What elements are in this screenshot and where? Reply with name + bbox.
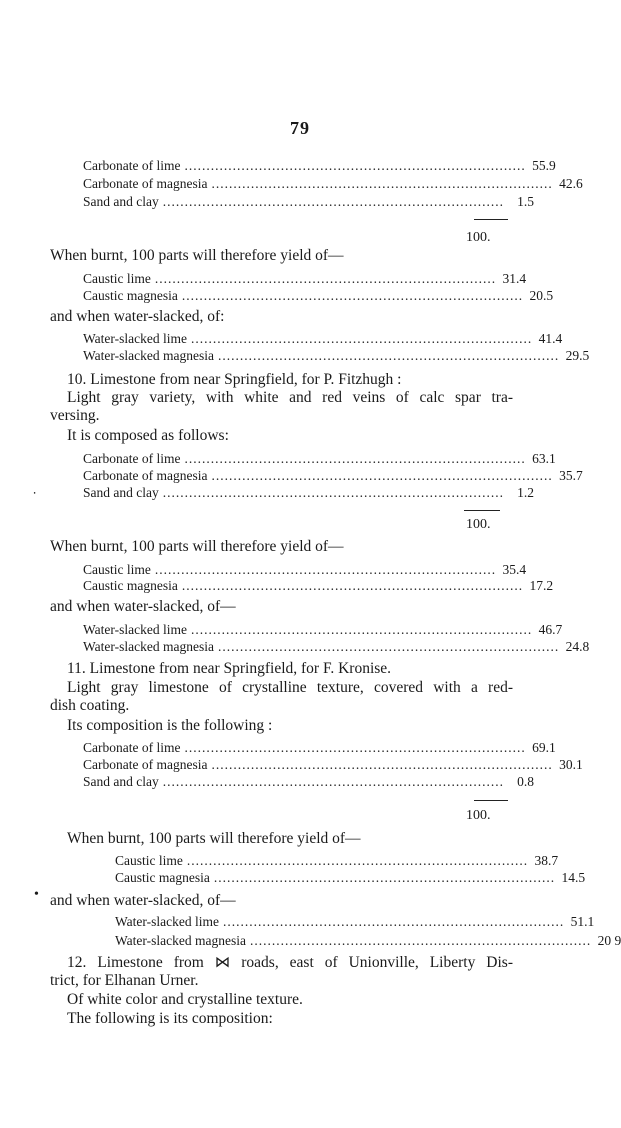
total-value: 100. (466, 808, 491, 823)
analysis-row: Water-slacked lime .............................................................................. 51.1 (115, 914, 595, 929)
analysis-row: Caustic lime .............................................................................. 31.4 (83, 271, 527, 286)
analysis-row: Water-slacked lime .............................................................................. 41.4 (83, 331, 563, 346)
analysis-row: Water-slacked lime .............................................................................. 46.7 (83, 622, 563, 637)
analysis-row: Caustic lime .............................................................................. 35.4 (83, 562, 527, 577)
stray-ink-mark: ⸳ (33, 484, 37, 498)
paragraph-line: When burnt, 100 parts will therefore yield of— (50, 538, 344, 555)
section-heading: 10. Limestone from near Springfield, for P. Fitzhugh : (67, 371, 402, 388)
analysis-row: Carbonate of lime .............................................................................. 55.9 (83, 158, 556, 173)
paragraph-line: versing. (50, 407, 100, 424)
page-number: 79 (290, 118, 310, 138)
paragraph-line: and when water-slacked, of— (50, 892, 236, 909)
paragraph-line: and when water-slacked, of: (50, 308, 225, 325)
paragraph-line: When burnt, 100 parts will therefore yield of— (67, 830, 361, 847)
stray-ink-mark: • (34, 887, 39, 902)
section-heading: 11. Limestone from near Springfield, for F. Kronise. (67, 660, 392, 677)
paragraph-line: trict, for Elhanan Urner. (50, 972, 199, 989)
analysis-row: Sand and clay .............................................................................. 1.2 (83, 485, 534, 500)
paragraph-line: and when water-slacked, of— (50, 598, 236, 615)
analysis-row: Caustic magnesia .............................................................................. 14.5 (115, 870, 586, 885)
sum-rule (464, 510, 500, 511)
paragraph-line: Light gray variety, with white and red veins of calc spar tra- (67, 389, 513, 406)
analysis-row: Carbonate of lime .............................................................................. 63.1 (83, 451, 556, 466)
analysis-row: Caustic magnesia .............................................................................. 17.2 (83, 578, 554, 593)
total-value: 100. (466, 517, 491, 532)
paragraph-line: Light gray limestone of crystalline texture, covered with a red- (67, 679, 513, 696)
paragraph-line: dish coating. (50, 697, 130, 714)
paragraph-line: When burnt, 100 parts will therefore yield of— (50, 247, 344, 264)
sum-rule (474, 219, 508, 220)
analysis-row: Carbonate of magnesia .............................................................................. 30.1 (83, 757, 583, 772)
total-value: 100. (466, 230, 491, 245)
analysis-row: Sand and clay .............................................................................. 0.8 (83, 774, 534, 789)
analysis-row: Sand and clay .............................................................................. 1.5 (83, 194, 534, 209)
section-heading: 12. Limestone from ⋈ roads, east of Unionville, Liberty Dis- (67, 954, 513, 971)
paragraph-line: Its composition is the following : (67, 717, 273, 734)
analysis-row: Carbonate of lime .............................................................................. 69.1 (83, 740, 556, 755)
analysis-row: Caustic magnesia .............................................................................. 20.5 (83, 288, 554, 303)
sum-rule (474, 800, 508, 801)
paragraph-line: It is composed as follows: (67, 427, 229, 444)
analysis-row: Caustic lime .............................................................................. 38.7 (115, 853, 559, 868)
analysis-row: Water-slacked magnesia .............................................................................. 29.5 (83, 348, 590, 363)
analysis-row: Carbonate of magnesia .............................................................................. 42.6 (83, 176, 583, 191)
analysis-row: Water-slacked magnesia .............................................................................. 20 9 (115, 933, 621, 948)
paragraph-line: The following is its composition: (67, 1010, 273, 1027)
analysis-row: Water-slacked magnesia .............................................................................. 24.8 (83, 639, 590, 654)
paragraph-line: Of white color and crystalline texture. (67, 991, 303, 1008)
analysis-row: Carbonate of magnesia .............................................................................. 35.7 (83, 468, 583, 483)
